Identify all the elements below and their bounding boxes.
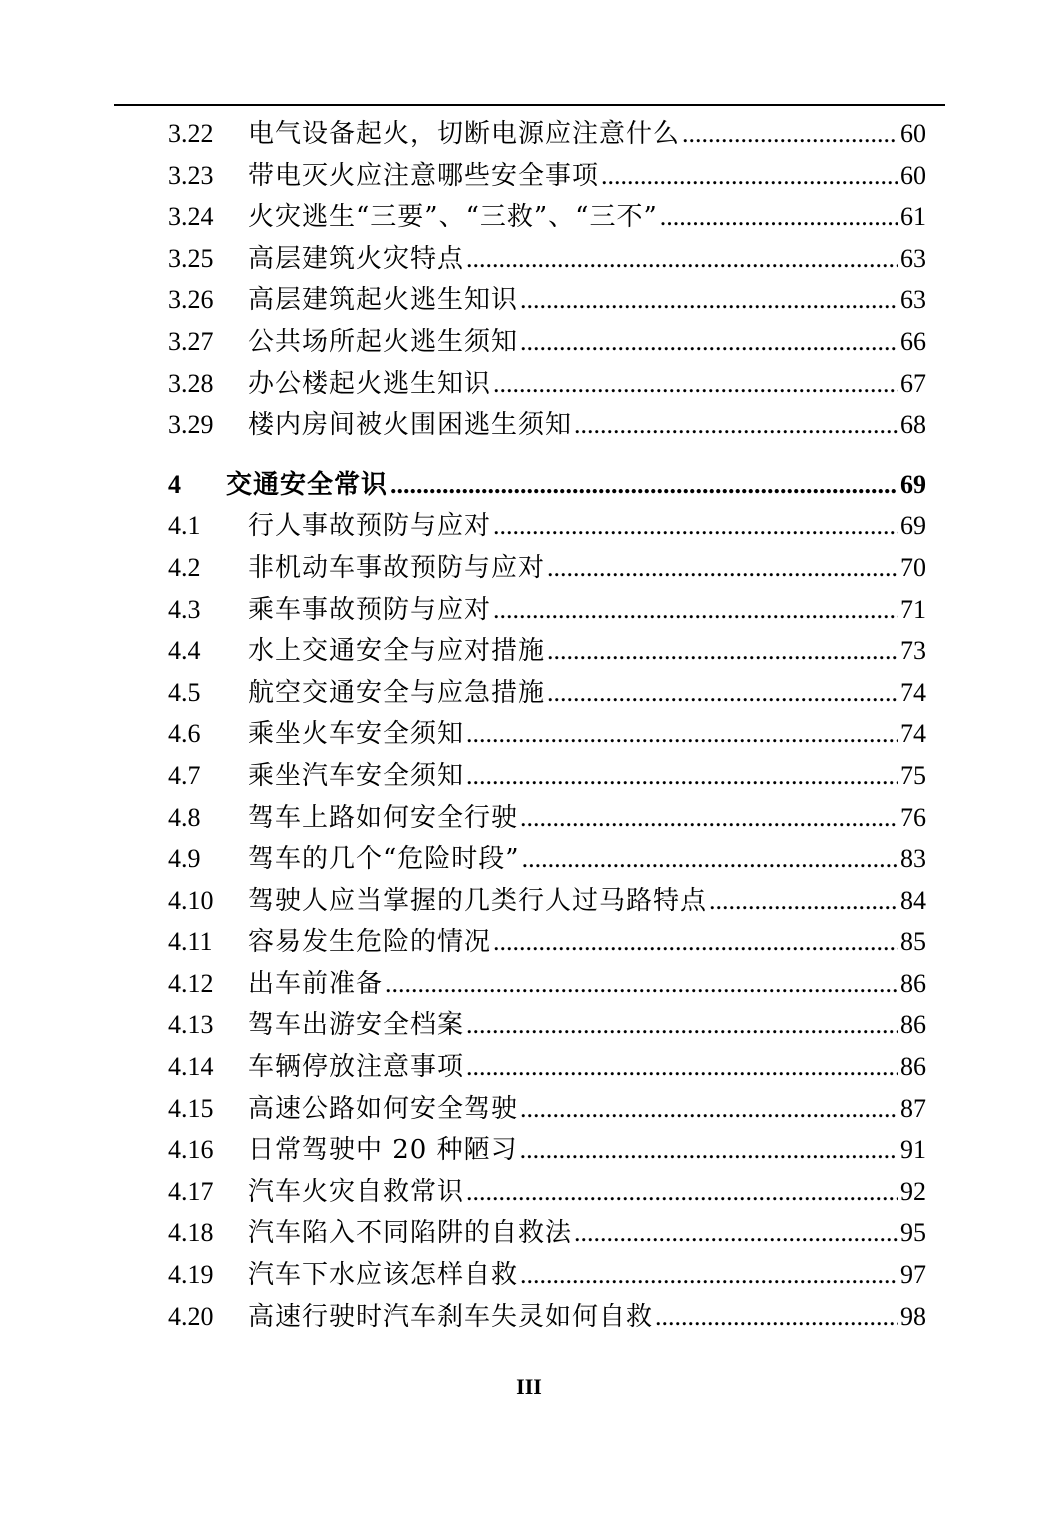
toc-entry-page: 74 [900,677,926,707]
toc-entry-page: 69 [900,511,926,541]
dot-leader [709,880,898,922]
toc-entry-page: 86 [900,1052,926,1082]
toc-entry[interactable] [168,630,926,672]
dot-leader [520,1088,898,1130]
toc-entry[interactable] [168,1212,926,1254]
toc-entry-page: 85 [900,927,926,957]
toc-entry-page: 60 [900,160,926,190]
toc-entry-page: 83 [900,844,926,874]
toc-entry[interactable] [168,1296,926,1338]
toc-entry[interactable] [168,321,926,363]
dot-leader [547,672,898,714]
dot-leader [655,1296,898,1338]
toc-entry-number: 4.8 [168,802,201,832]
toc-entry[interactable] [168,363,926,405]
toc-entry-number: 4.3 [168,594,201,624]
dot-leader [520,797,898,839]
toc-entry[interactable] [168,505,926,547]
toc-entry-title: 汽车火灾自救常识 [248,1176,465,1207]
toc-entry-title: 电气设备起火，切断电源应注意什么 [248,119,681,149]
toc-entry-title: 楼内房间被火围困逃生须知 [248,410,573,441]
toc-entry-page: 68 [900,410,926,440]
toc-entry-title: 办公楼起火逃生知识 [248,368,492,399]
toc-entry-page: 86 [900,968,926,998]
dot-leader [466,1046,898,1088]
toc-entry[interactable] [168,113,926,155]
toc-entry-number: 4.6 [168,719,201,749]
dot-leader [682,113,898,155]
toc-entry-page: 74 [900,719,926,749]
dot-leader [520,1254,898,1296]
toc-entry[interactable] [168,921,926,963]
toc-entry-title: 驾车的几个“危险时段” [248,844,520,875]
dot-leader [466,713,898,755]
toc-entry-number: 3.24 [168,202,214,232]
dot-leader [547,547,898,589]
toc-entry-title: 汽车陷入不同陷阱的自救法 [248,1218,573,1249]
toc-entry-number: 4.1 [168,511,201,541]
header-rule [114,104,945,106]
dot-leader [522,838,898,880]
toc-entry-page: 86 [900,1010,926,1040]
toc-entry-number: 4.17 [168,1176,214,1206]
dot-leader [493,505,898,547]
toc-entry[interactable] [168,238,926,280]
dot-leader [660,196,898,238]
toc-entry-number: 4.16 [168,1135,214,1165]
toc-entry[interactable] [168,589,926,631]
toc-entry-number: 4.18 [168,1218,214,1248]
toc-entry-title: 容易发生危险的情况 [248,927,492,958]
toc-entry-number: 3.26 [168,285,214,315]
toc-entry-number: 4.11 [168,927,213,957]
toc-entry-title: 高层建筑火灾特点 [248,243,465,274]
toc-entry-number: 4 [168,469,181,499]
dot-leader [520,321,898,363]
toc-entry-number: 4.2 [168,552,201,582]
toc-entry-page: 61 [900,202,926,232]
dot-leader [466,238,898,280]
toc-entry-title: 车辆停放注意事项 [248,1052,465,1083]
toc-entry[interactable] [168,279,926,321]
toc-entry[interactable] [168,963,926,1005]
toc-entry[interactable] [168,713,926,755]
toc-entry-title: 日常驾驶中 20 种陋习 [248,1135,518,1166]
toc-entry-title: 高速行驶时汽车刹车失灵如何自救 [248,1301,654,1332]
toc-entry-number: 3.27 [168,326,214,356]
toc-entry-page: 84 [900,885,926,915]
toc-entry-title: 火灾逃生“三要”、“三救”、“三不” [248,202,658,233]
toc-entry-number: 3.23 [168,160,214,190]
toc-entry[interactable] [168,1046,926,1088]
toc-entry-number: 4.14 [168,1052,214,1082]
toc-entry-title: 乘车事故预防与应对 [248,594,492,625]
dot-leader [601,155,898,197]
toc-entry-number: 4.9 [168,844,201,874]
toc-entry-page: 71 [900,594,926,624]
toc-entry-page: 63 [900,285,926,315]
toc-entry-title: 驾车出游安全档案 [248,1010,465,1041]
toc-entry-page: 70 [900,552,926,582]
toc-entry-title: 非机动车事故预防与应对 [248,552,546,583]
toc-entry[interactable] [168,755,926,797]
toc-entry-number: 4.10 [168,885,214,915]
toc-entry-page: 87 [900,1093,926,1123]
toc-entry-title: 驾驶人应当掌握的几类行人过马路特点 [248,885,708,916]
toc-entry-title: 驾车上路如何安全行驶 [248,802,519,833]
toc-entry-page: 75 [900,760,926,790]
dot-leader [574,404,898,446]
toc-entry-title: 高速公路如何安全驾驶 [248,1093,519,1124]
dot-leader [547,630,898,672]
toc-entry[interactable] [168,1088,926,1130]
toc-entry-page: 98 [900,1301,926,1331]
toc-entry[interactable] [168,547,926,589]
toc-entry-page: 97 [900,1260,926,1290]
toc-entry[interactable] [168,880,926,922]
toc-entry-title: 交通安全常识 [226,469,389,500]
dot-leader [466,755,898,797]
toc-entry-title: 出车前准备 [248,968,384,999]
toc-entry-number: 4.7 [168,760,201,790]
toc-entry[interactable] [168,155,926,197]
toc-entry-page: 73 [900,636,926,666]
toc-entry-number: 4.5 [168,677,201,707]
toc-entry[interactable] [168,672,926,714]
dot-leader [574,1212,898,1254]
toc-entry-title: 航空交通安全与应急措施 [248,677,546,708]
toc-entry-page: 95 [900,1218,926,1248]
dot-leader [493,363,898,405]
toc-entry-title: 行人事故预防与应对 [248,511,492,542]
toc-entry-page: 66 [900,326,926,356]
toc-entry-number: 3.29 [168,410,214,440]
dot-leader [493,589,898,631]
toc-entry-title: 高层建筑起火逃生知识 [248,285,519,316]
toc-entry[interactable] [168,404,926,446]
toc-entry-number: 4.12 [168,968,214,998]
toc-entry-page: 69 [900,469,926,499]
toc-entry-page: 63 [900,243,926,273]
toc-entry-page: 92 [900,1176,926,1206]
toc-entry[interactable] [168,1004,926,1046]
table-of-contents [168,113,926,1337]
dot-leader [520,1129,898,1171]
page-number: III [516,1374,542,1399]
toc-entry-number: 4.13 [168,1010,214,1040]
toc-entry-number: 4.19 [168,1260,214,1290]
dot-leader [390,464,898,506]
toc-entry-title: 带电灭火应注意哪些安全事项 [248,160,600,191]
toc-chapter-entry[interactable] [168,464,926,506]
toc-entry-number: 3.28 [168,368,214,398]
toc-entry-title: 乘坐火车安全须知 [248,719,465,750]
toc-entry[interactable] [168,1171,926,1213]
toc-entry-number: 4.4 [168,636,201,666]
dot-leader [466,1171,898,1213]
toc-entry-page: 60 [900,119,926,148]
toc-entry[interactable] [168,1129,926,1171]
toc-entry-page: 67 [900,368,926,398]
toc-entry[interactable] [168,797,926,839]
toc-entry-number: 4.20 [168,1301,214,1331]
toc-entry-title: 水上交通安全与应对措施 [248,636,546,667]
dot-leader [520,279,898,321]
toc-entry-title: 乘坐汽车安全须知 [248,760,465,791]
toc-entry[interactable] [168,838,926,880]
dot-leader [466,1004,898,1046]
toc-entry-number: 3.22 [168,119,214,148]
toc-entry-page: 91 [900,1135,926,1165]
toc-entry-number: 3.25 [168,243,214,273]
dot-leader [385,963,898,1005]
toc-entry[interactable] [168,1254,926,1296]
toc-entry-number: 4.15 [168,1093,214,1123]
toc-entry-page: 76 [900,802,926,832]
toc-entry-title: 汽车下水应该怎样自救 [248,1260,519,1291]
toc-entry-title: 公共场所起火逃生须知 [248,326,519,357]
dot-leader [493,921,898,963]
toc-entry[interactable] [168,196,926,238]
